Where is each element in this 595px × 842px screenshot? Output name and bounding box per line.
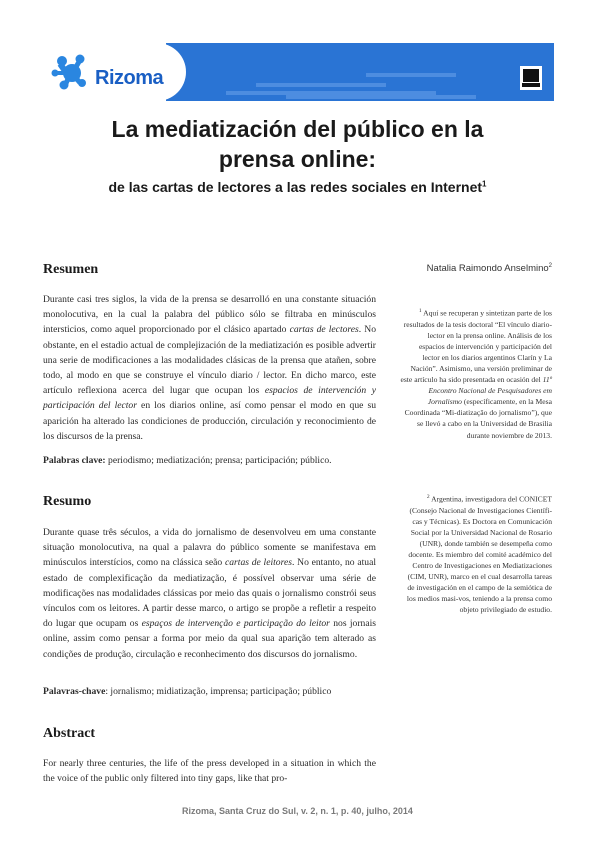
footer-citation: Rizoma, Santa Cruz do Sul, v. 2, n. 1, p. 40, julho, 2014 [182,806,413,816]
resumo-paragraph: Durante quase três séculos, a vida do jornalismo de desenvolveu em uma constante situação monolocutiva, na qual a palavra do público somente se manifestava em minúsculos interstícios, como na clássica seão cartas de leitores. No entanto, no atual estado de complexificação da mediatização, é possível observar uma série de modificações nas modalidades clássicas por meio das quais o jornalismo constrói seus vínculos com os leitores. A partir desse marco, o artigo se propõe a refletir a respeito do lugar que ocupam os espaços de intervenção e participação do leitor nos jornais online, assim como pensar a forma por meio da qual sua aparição tem alterado as condições de produção, circulação e reconhecimento dos discursos do jornalismo. [43,527,377,660]
article-title-line1: La mediatización del público en la [111,116,484,142]
article-subtitle: de las cartas de lectores a las redes sociales en Internet$^1$ [108,179,487,195]
resumen-keywords: Palabras clave: periodismo; mediatización; prensa; participación; público. [43,455,332,466]
abstract-paragraph: For nearly three centuries, the life of the press developed in a situation in which the the voice of the public only filtered into tiny gaps, like that pro- [43,758,376,785]
qualis-badge-icon [520,66,542,90]
abstract-heading: Abstract [43,726,96,741]
resumen-paragraph: Durante casi tres siglos, la vida de la prensa se desarrolló en una constante situación monolocutiva, en la cual la palabra del público sólo se filtraba en minúsculos intersticios, como aquel proporcionado por el clásico apartado cartas de lectores. No obstante, en el estadio actual de complejización de la mediatización es posible advertir una serie de modificaciones a las modalidades clásicas de la prensa que atañen, sobre todo, al modo en que se construye el vínculo diario / lector. En dicho marco, este artículo reflexiona acerca del lugar que ocupan los espacios de intervención y participación del lector en los diarios online, así como pensar el modo en que su aparición ha alterado las condiciones de producción, circulación y reconocimiento de los discursos de la prensa. [43,294,377,442]
author-name: Natalia Raimondo Anselmino$^2$ [426,263,552,275]
footnote-1: $^1$ Aquí se recuperan y sintetizan parte de los resultados de la tesis doctoral “El vínculo diario-lector en la prensa online. Análisis de los espacios de intervención y participación del lector en los diarios argentinos Clarín y La Nación”. Asimismo, una versión preliminar de este artículo ha sido presentada en ocasión del 11º Encontro Nacional de Pesquisadores em Jornalismo (específicamente, en la Mesa Coordinada “Mi-diatização do jornalismo”), que se llevó a cabo en la Universidad de Brasilia durante noviembre de 2013. [400,308,552,440]
footnote-ref-1: 1 [482,179,487,189]
logo-text: Rizoma [95,67,164,89]
header-banner [166,43,554,101]
resumen-heading: Resumen [43,262,99,277]
footnote-ref-2: 2 [548,263,552,269]
rizoma-logo-icon [50,47,100,97]
article-title-line2: prensa online: [218,146,377,172]
resumo-heading: Resumo [43,494,92,509]
resumo-keywords: Palavras-chave: jornalismo; midiatização, imprensa; participação; público [43,686,332,697]
footnote-2: $^2$ Argentina, investigadora del CONICET (Consejo Nacional de Investigaciones Científi-cas y Técnicas). Es Doctora en Comunicación Social por la Universidad Nacional de Rosario (UNR), donde también se desempeña como docente. Es miembro del comité académico del Centro de Investigaciones en Mediatizaciones (CIM, UNR), marco en el cual desarrolla tareas de investigación en el campo de la semiótica de los medios masi-vos, teniendo a la prensa como objeto privilegiado de estudio. [406,494,552,615]
